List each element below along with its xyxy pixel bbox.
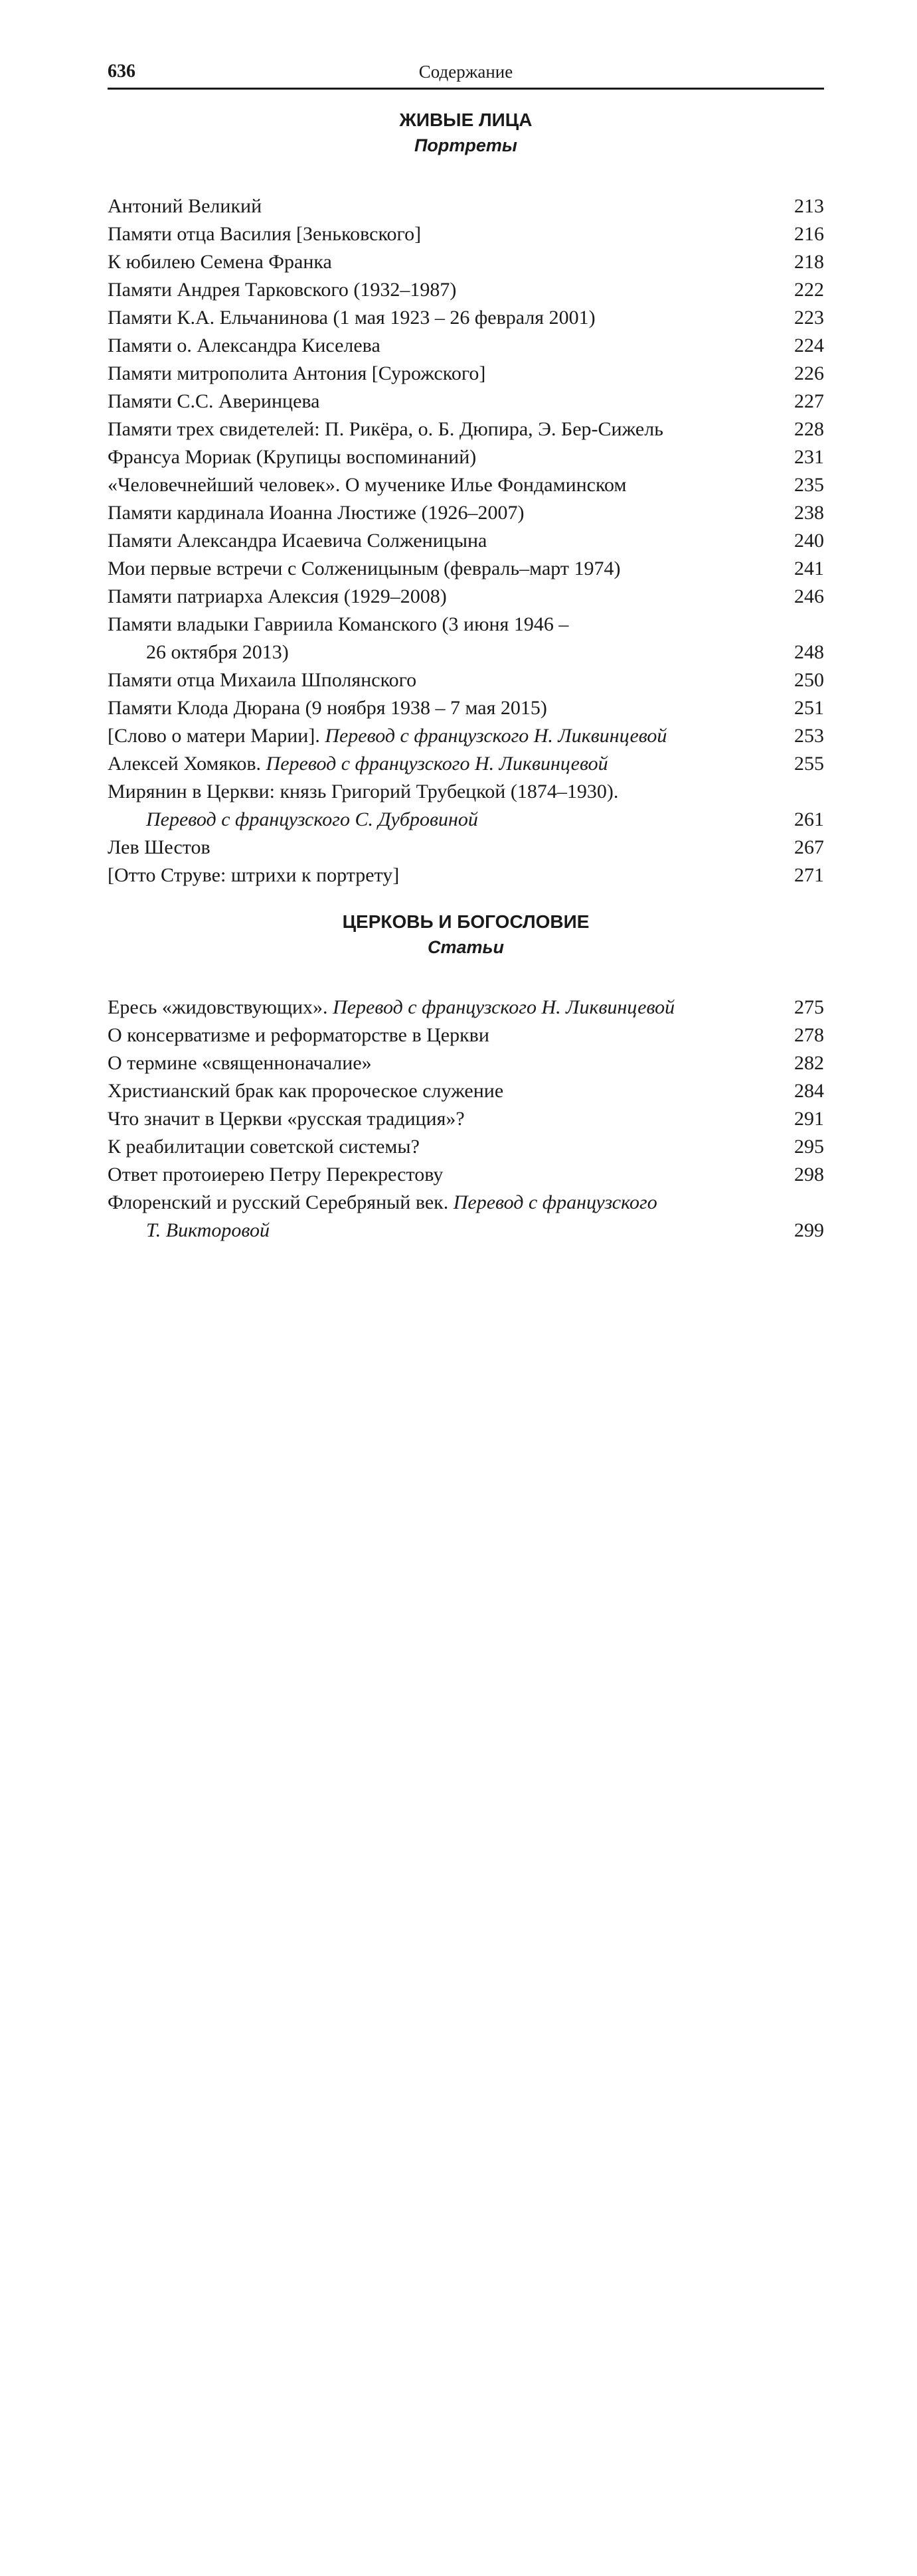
toc-entry[interactable] xyxy=(108,248,824,276)
toc-entry-page: 250 xyxy=(794,669,824,691)
toc-entry-translation-note: Перевод с французского Н. Ликвинцевой xyxy=(333,996,675,1018)
toc-entry-continuation[interactable] xyxy=(108,1217,824,1245)
section-title: ЖИВЫЕ ЛИЦА xyxy=(399,110,533,130)
toc-entry-title: О термине «священноначалие» xyxy=(108,1052,372,1074)
toc-entry-page: 231 xyxy=(794,446,824,468)
toc-entry-page: 235 xyxy=(794,474,824,496)
toc-entry-title-roman: Алексей Хомяков. xyxy=(108,753,266,775)
toc-entry-title: О консерватизме и реформаторстве в Церкви xyxy=(108,1024,489,1046)
toc-entry-first-line[interactable] xyxy=(108,611,824,639)
toc-entry-title: Памяти о. Александра Киселева xyxy=(108,335,380,356)
toc-entry[interactable] xyxy=(108,276,824,304)
toc-entry-title-roman: [Слово о матери Марии]. xyxy=(108,725,325,747)
toc-entry-page: 255 xyxy=(794,753,824,775)
toc-entry-translation-note: Т. Викторовой xyxy=(146,1219,270,1241)
toc-entry-title: Что значит в Церкви «русская традиция»? xyxy=(108,1108,465,1130)
toc-entry-title-roman: Флоренский и русский Серебряный век. xyxy=(108,1191,454,1213)
toc-entry-page: 227 xyxy=(794,390,824,412)
toc-entry-title: Памяти владыки Гавриила Команского (3 июня 1946 – xyxy=(108,613,569,635)
toc-entry[interactable] xyxy=(108,583,824,611)
toc-entry-page: 226 xyxy=(794,362,824,384)
toc-entry[interactable] xyxy=(108,994,824,1022)
toc-entry-page: 238 xyxy=(794,502,824,524)
toc-entry-title: Памяти митрополита Антония [Сурожского] xyxy=(108,362,486,384)
toc-entry-title: Памяти патриарха Алексия (1929–2008) xyxy=(108,585,447,607)
toc-entry-continuation[interactable] xyxy=(108,806,824,834)
toc-entry-title: Франсуа Мориак (Крупицы воспоминаний) xyxy=(108,446,477,468)
toc-entry-title: Памяти Клода Дюрана (9 ноября 1938 – 7 мая 2015) xyxy=(108,697,547,719)
toc-entry-title: К юбилею Семена Франка xyxy=(108,251,332,273)
toc-entry-page: 240 xyxy=(794,530,824,552)
toc-entry-translation-note: Перевод с французского xyxy=(453,1191,657,1213)
toc-entry-translation-note: Перевод с французского Н. Ликвинцевой xyxy=(266,753,608,775)
toc-entry-page: 267 xyxy=(794,836,824,858)
toc-entry[interactable] xyxy=(108,1161,824,1189)
toc-entry-title: Памяти отца Василия [Зеньковского] xyxy=(108,223,422,245)
toc-list-zhivye-litsa xyxy=(108,192,824,889)
toc-entry[interactable] xyxy=(108,388,824,416)
toc-entry[interactable] xyxy=(108,471,824,499)
toc-entry-page: 275 xyxy=(794,996,824,1018)
toc-entry[interactable] xyxy=(108,416,824,443)
toc-entry-translation-note: Перевод с французского С. Дубровиной xyxy=(146,808,478,830)
toc-entry-page: 213 xyxy=(794,195,824,217)
toc-entry[interactable] xyxy=(108,1049,824,1077)
section-subtitle: Портреты xyxy=(414,135,517,155)
toc-entry-page: 228 xyxy=(794,418,824,440)
toc-entry-title: Памяти К.А. Ельчанинова (1 мая 1923 – 26 февраля 2001) xyxy=(108,307,596,329)
section-title: ЦЕРКОВЬ И БОГОСЛОВИЕ xyxy=(342,911,590,932)
toc-entry-page: 248 xyxy=(794,641,824,663)
section-subtitle: Статьи xyxy=(427,937,505,957)
toc-entry-page: 224 xyxy=(794,335,824,356)
toc-entry-title: Антоний Великий xyxy=(108,195,262,217)
toc-entry-page: 253 xyxy=(794,725,824,747)
toc-entry[interactable] xyxy=(108,443,824,471)
toc-entry-page: 261 xyxy=(794,808,824,830)
toc-entry[interactable] xyxy=(108,1105,824,1133)
toc-entry-title xyxy=(108,1189,657,1217)
page-number: 636 xyxy=(108,61,135,82)
toc-entry-page: 223 xyxy=(794,307,824,329)
toc-entry-title: [Отто Струве: штрихи к портрету] xyxy=(108,864,400,886)
toc-entry-title: «Человечнейший человек». О мученике Илье Фондаминском xyxy=(108,474,627,496)
toc-entry-first-line[interactable] xyxy=(108,778,824,806)
toc-entry[interactable] xyxy=(108,555,824,583)
running-title: Содержание xyxy=(418,62,513,82)
toc-entry-page: 298 xyxy=(794,1164,824,1185)
toc-entry[interactable] xyxy=(108,666,824,694)
page-header xyxy=(108,60,824,90)
toc-entry-title: Христианский брак как пророческое служение xyxy=(108,1080,504,1102)
toc-entry[interactable] xyxy=(108,694,824,722)
toc-entry-continuation[interactable] xyxy=(108,639,824,666)
toc-entry-title xyxy=(108,750,608,778)
toc-entry-title: Памяти С.С. Аверинцева xyxy=(108,390,320,412)
toc-entry-page: 218 xyxy=(794,251,824,273)
toc-entry-page: 295 xyxy=(794,1136,824,1158)
toc-entry-title: К реабилитации советской системы? xyxy=(108,1136,420,1158)
toc-entry-title: Памяти трех свидетелей: П. Рикёра, о. Б. Дюпира, Э. Бер-Сижель xyxy=(108,418,663,440)
toc-entry[interactable] xyxy=(108,499,824,527)
toc-entry-page: 291 xyxy=(794,1108,824,1130)
toc-entry-title: Мирянин в Церкви: князь Григорий Трубецкой (1874–1930). xyxy=(108,781,619,802)
toc-entry-title: Лев Шестов xyxy=(108,836,210,858)
toc-entry-title: Памяти Андрея Тарковского (1932–1987) xyxy=(108,279,457,301)
toc-entry-page: 271 xyxy=(794,864,824,886)
toc-entry-title: Памяти отца Михаила Шполянского xyxy=(108,669,417,691)
toc-entry-title-cont: 26 октября 2013) xyxy=(146,641,289,663)
toc-entry[interactable] xyxy=(108,1077,824,1105)
toc-entry[interactable] xyxy=(108,304,824,332)
toc-entry-page: 246 xyxy=(794,585,824,607)
toc-entry[interactable] xyxy=(108,527,824,555)
toc-entry-page: 222 xyxy=(794,279,824,301)
toc-entry[interactable] xyxy=(108,750,824,778)
toc-entry-page: 278 xyxy=(794,1024,824,1046)
toc-entry-title xyxy=(108,994,675,1022)
toc-entry-page: 216 xyxy=(794,223,824,245)
toc-entry[interactable] xyxy=(108,722,824,750)
toc-entry-page: 241 xyxy=(794,558,824,579)
section-heading-zhivye-litsa xyxy=(108,108,824,158)
toc-entry-page: 251 xyxy=(794,697,824,719)
toc-entry-page: 299 xyxy=(794,1219,824,1241)
toc-entry-title: Памяти Александра Исаевича Солженицына xyxy=(108,530,487,552)
toc-entry-page: 284 xyxy=(794,1080,824,1102)
toc-entry[interactable] xyxy=(108,1133,824,1161)
toc-entry[interactable] xyxy=(108,360,824,388)
toc-entry-title: Мои первые встречи с Солженицыным (февраль–март 1974) xyxy=(108,558,621,579)
toc-entry-page: 282 xyxy=(794,1052,824,1074)
toc-entry[interactable] xyxy=(108,332,824,360)
toc-entry-title: Памяти кардинала Иоанна Люстиже (1926–2007) xyxy=(108,502,525,524)
toc-entry[interactable] xyxy=(108,1022,824,1049)
toc-entry[interactable] xyxy=(108,834,824,862)
toc-entry[interactable] xyxy=(108,862,824,889)
toc-entry[interactable] xyxy=(108,192,824,220)
toc-entry-title-roman: Ересь «жидовствующих». xyxy=(108,996,333,1018)
toc-list-tserkov-i-bogoslovie xyxy=(108,994,824,1245)
toc-entry-translation-note: Перевод с французского Н. Ликвинцевой xyxy=(325,725,667,747)
toc-entry-title: Ответ протоиерею Петру Перекрестову xyxy=(108,1164,444,1185)
section-heading-tserkov-i-bogoslovie xyxy=(108,909,824,960)
toc-entry[interactable] xyxy=(108,220,824,248)
toc-entry-first-line[interactable] xyxy=(108,1189,824,1217)
toc-entry-title xyxy=(108,722,667,750)
